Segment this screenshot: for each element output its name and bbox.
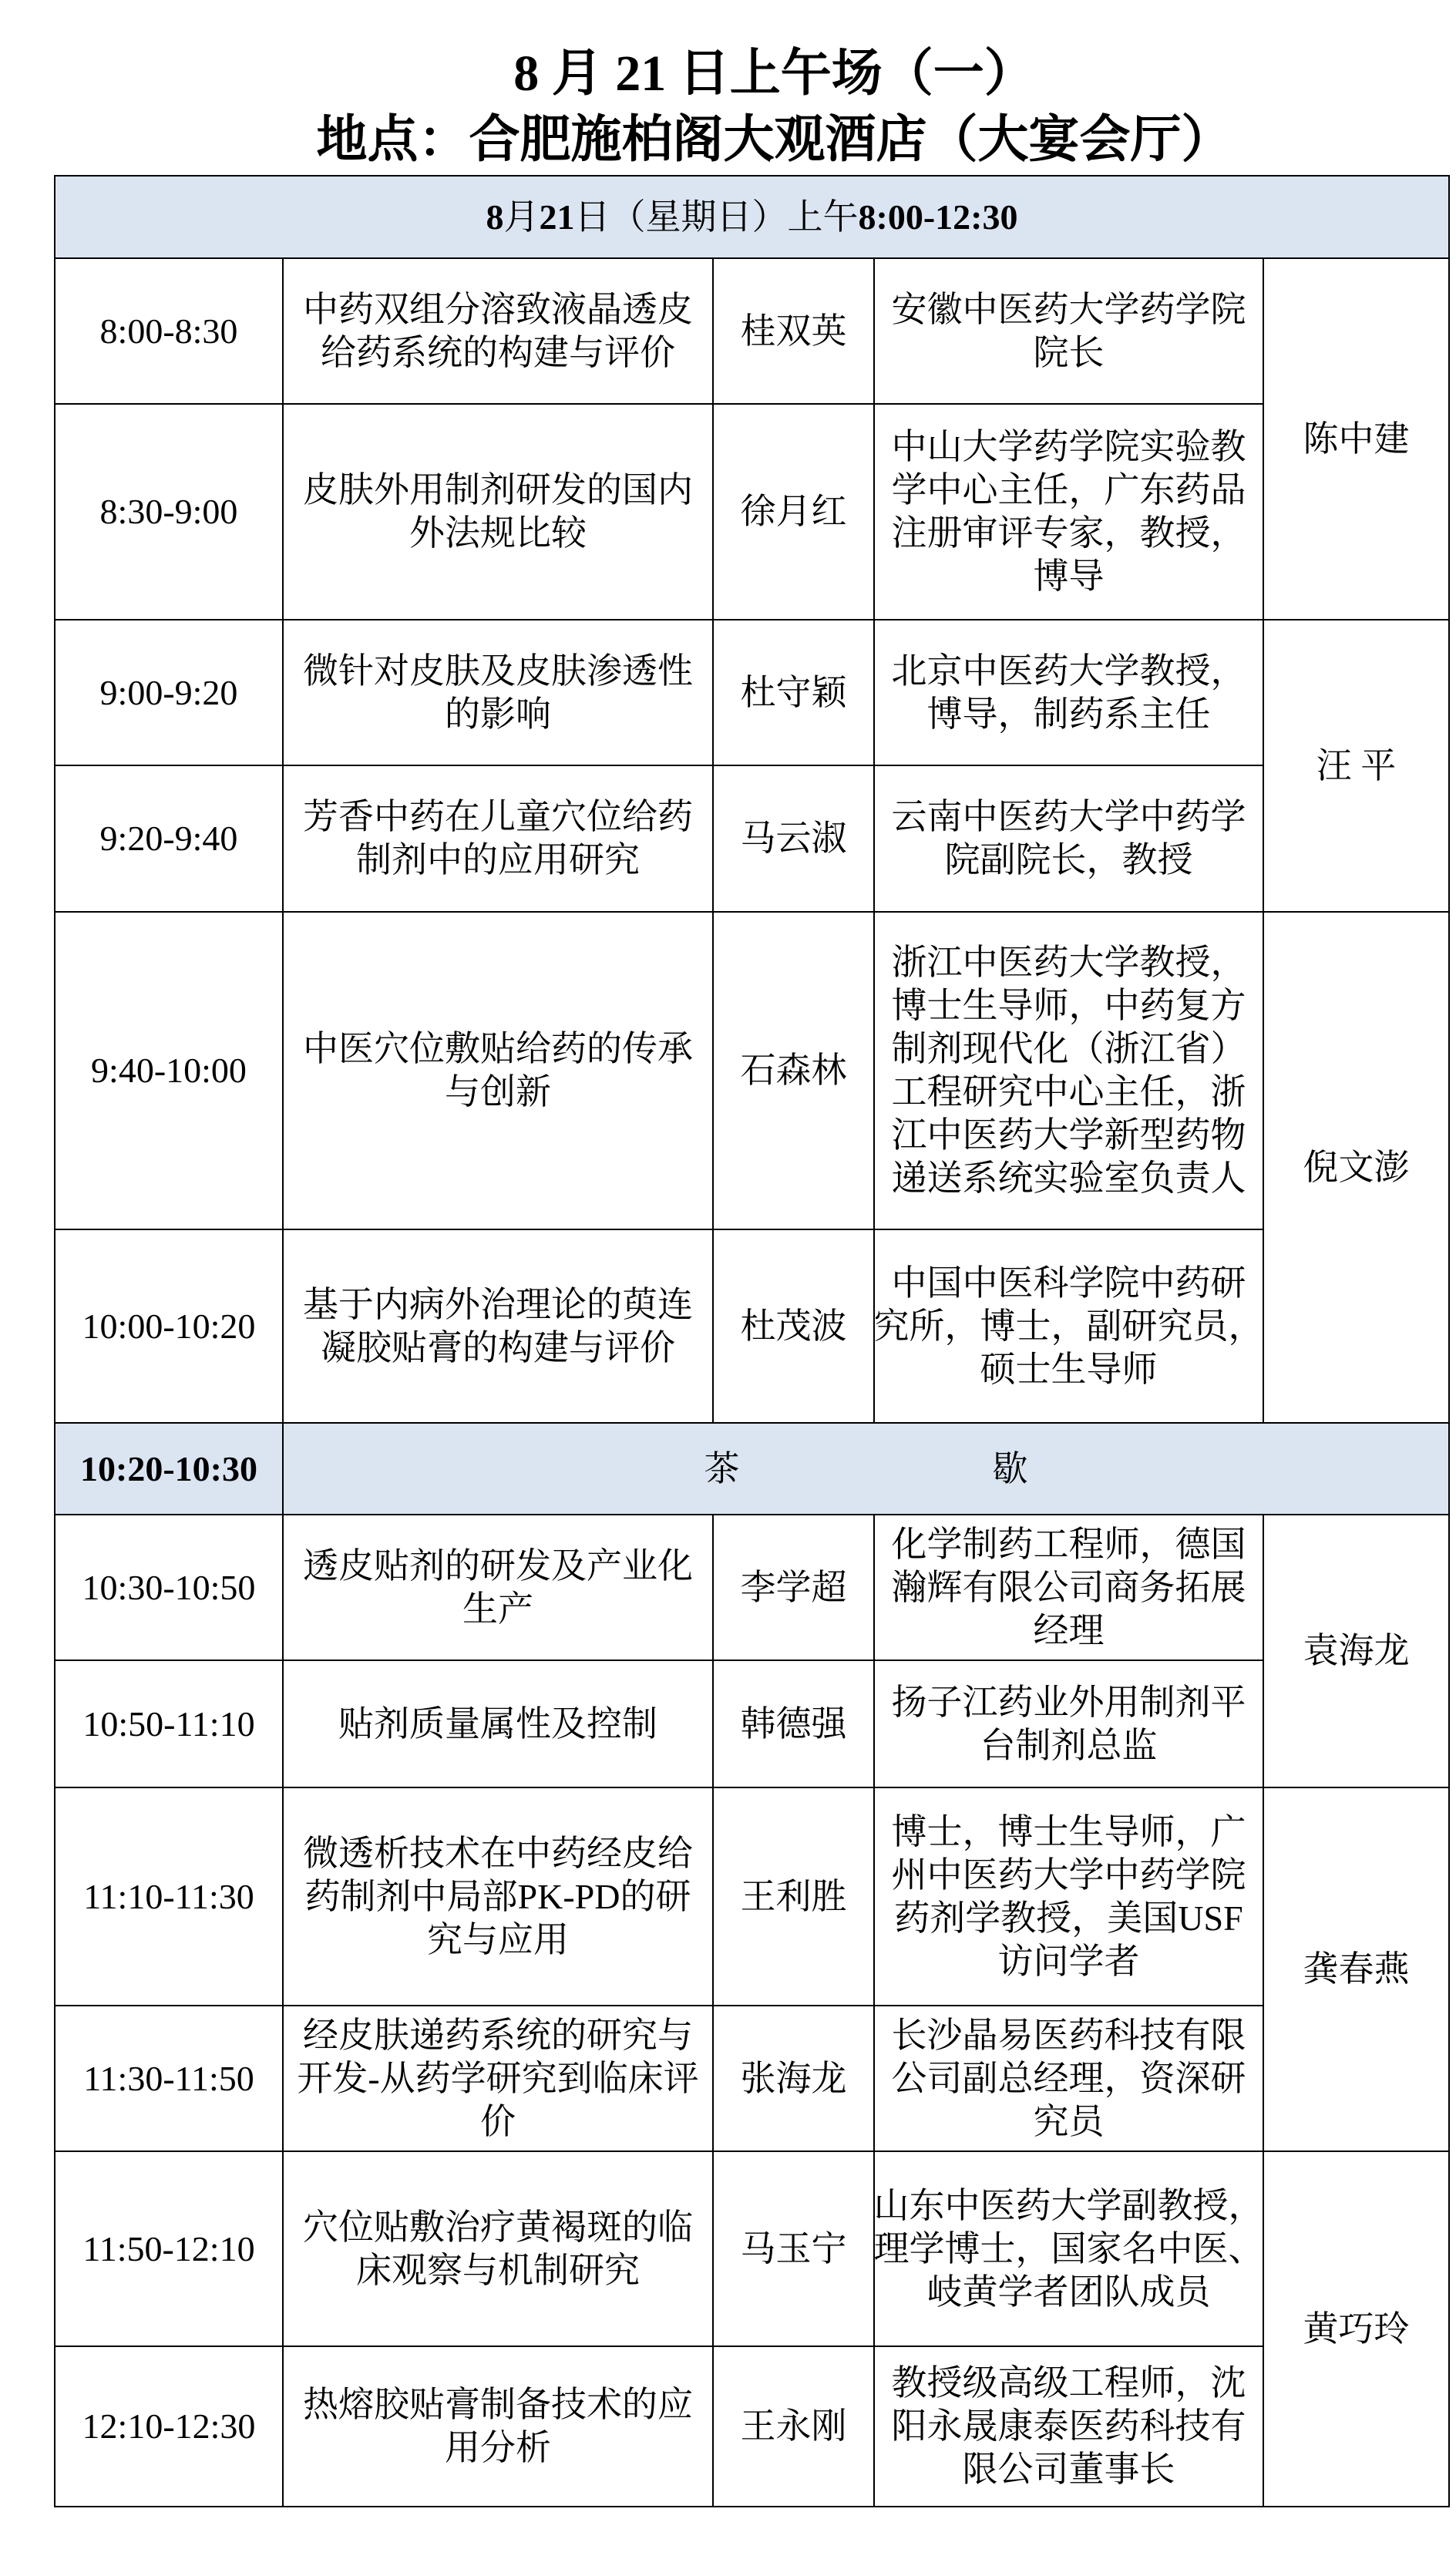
session-affiliation xyxy=(874,1515,1263,1660)
session-speaker-text: 张海龙 xyxy=(740,2058,847,2098)
header-time-range: 8:00-12:30 xyxy=(858,197,1018,237)
session-topic xyxy=(283,1229,713,1423)
session-time xyxy=(55,1787,283,2006)
session-topic-text: 中医穴位敷贴给药的传承 与创新 xyxy=(303,1029,693,1111)
session-speaker-text: 马云淑 xyxy=(740,819,847,858)
schedule-body xyxy=(55,176,1449,2507)
session-moderator-text: 黄巧玲 xyxy=(1303,2309,1410,2349)
session-affiliation-text: 山东中医药大学副教授， 理学博士，国家名中医、 岐黄学者团队成员 xyxy=(873,2185,1264,2312)
session-affiliation-text: 化学制药工程师，德国 瀚辉有限公司商务拓展 经理 xyxy=(891,1524,1246,1650)
session-affiliation-text: 中山大学药学院实验教 学中心主任，广东药品 注册审评专家，教授， 博导 xyxy=(891,427,1246,596)
session-speaker xyxy=(713,1515,874,1660)
session-topic xyxy=(283,912,713,1229)
session-moderator-text: 汪 平 xyxy=(1316,745,1397,785)
session-affiliation xyxy=(874,2006,1263,2151)
session-speaker xyxy=(713,1229,874,1423)
session-topic-text: 中药双组分溶致液晶透皮 给药系统的构建与评价 xyxy=(303,289,693,372)
page-title xyxy=(54,41,1448,173)
session-row xyxy=(55,2151,1449,2346)
header-day-number: 21 xyxy=(539,197,575,237)
tea-break-label-cell xyxy=(283,1423,1449,1515)
session-speaker-text: 王利胜 xyxy=(740,1876,847,1916)
session-affiliation xyxy=(874,1787,1263,2006)
session-speaker xyxy=(713,258,874,404)
session-speaker xyxy=(713,404,874,620)
session-time-text: 12:10-12:30 xyxy=(82,2406,256,2446)
session-affiliation-text: 博士，博士生导师，广 州中医药大学中药学院 药剂学教授，美国USF 访问学者 xyxy=(891,1811,1246,1981)
session-row xyxy=(55,2006,1449,2151)
session-topic xyxy=(283,2151,713,2346)
session-row xyxy=(55,1229,1449,1423)
session-speaker xyxy=(713,2151,874,2346)
session-speaker-text: 桂双英 xyxy=(740,311,847,351)
header-weekday: 日（星期日）上午 xyxy=(574,197,859,237)
title-venue-line: 地点：合肥施柏阁大观酒店（大宴会厅） xyxy=(316,112,1232,168)
session-moderator xyxy=(1263,620,1449,912)
session-speaker xyxy=(713,1787,874,2006)
session-time-text: 10:00-10:20 xyxy=(82,1306,256,1346)
session-topic-text: 热熔胶贴膏制备技术的应 用分析 xyxy=(303,2385,693,2467)
session-speaker-text: 徐月红 xyxy=(740,492,847,531)
session-moderator xyxy=(1263,1787,1449,2151)
session-row xyxy=(55,2346,1449,2507)
session-time xyxy=(55,1229,283,1423)
session-time-text: 11:10-11:30 xyxy=(83,1876,254,1916)
session-time-text: 8:00-8:30 xyxy=(99,311,238,351)
session-speaker xyxy=(713,765,874,912)
tea-break-row xyxy=(55,1423,1449,1515)
session-speaker-text: 杜茂波 xyxy=(740,1306,847,1346)
session-time xyxy=(55,404,283,620)
session-affiliation-text: 教授级高级工程师，沈 阳永晟康泰医药科技有 限公司董事长 xyxy=(891,2363,1246,2489)
session-moderator-text: 龚春燕 xyxy=(1303,1949,1410,1989)
session-topic-text: 透皮贴剂的研发及产业化 生产 xyxy=(303,1545,693,1629)
session-affiliation xyxy=(874,765,1263,912)
session-time-text: 9:00-9:20 xyxy=(99,672,238,712)
session-speaker xyxy=(713,2006,874,2151)
session-affiliation xyxy=(874,404,1263,620)
session-topic-text: 基于内病外治理论的萸连 凝胶贴膏的构建与评价 xyxy=(303,1284,693,1367)
session-speaker xyxy=(713,1660,874,1787)
schedule-header-row xyxy=(55,176,1449,258)
session-speaker xyxy=(713,620,874,765)
session-time xyxy=(55,1515,283,1660)
tea-break-label: 茶歇 xyxy=(704,1448,1281,1488)
session-time-text: 10:30-10:50 xyxy=(82,1567,256,1607)
header-month-number: 8 xyxy=(486,197,504,237)
session-moderator-text: 倪文澎 xyxy=(1303,1147,1410,1187)
session-affiliation-text: 安徽中医药大学药学院 院长 xyxy=(891,289,1246,372)
session-topic xyxy=(283,258,713,404)
session-topic-text: 芳香中药在儿童穴位给药 制剂中的应用研究 xyxy=(303,797,693,879)
session-time-text: 8:30-9:00 xyxy=(99,492,238,531)
session-affiliation xyxy=(874,258,1263,404)
session-topic xyxy=(283,1787,713,2006)
schedule-header-cell xyxy=(55,176,1449,258)
session-time xyxy=(55,258,283,404)
session-time xyxy=(55,2346,283,2507)
schedule-table xyxy=(54,175,1450,2507)
session-affiliation xyxy=(874,2346,1263,2507)
session-moderator-text: 袁海龙 xyxy=(1303,1631,1410,1670)
session-affiliation xyxy=(874,620,1263,765)
session-moderator xyxy=(1263,912,1449,1423)
session-speaker-text: 杜守颖 xyxy=(740,672,847,712)
session-affiliation-text: 扬子江药业外用制剂平 台制剂总监 xyxy=(891,1682,1246,1765)
session-affiliation xyxy=(874,912,1263,1229)
title-session-line: 8 月 21 日上午场（一） xyxy=(513,45,1035,102)
session-row xyxy=(55,1515,1449,1660)
session-row xyxy=(55,912,1449,1229)
session-row xyxy=(55,765,1449,912)
session-speaker-text: 石森林 xyxy=(740,1051,847,1090)
session-time xyxy=(55,2006,283,2151)
session-time xyxy=(55,1660,283,1787)
session-speaker xyxy=(713,912,874,1229)
session-time xyxy=(55,2151,283,2346)
tea-break-time xyxy=(55,1423,283,1515)
header-month-char: 月 xyxy=(503,197,540,237)
session-row xyxy=(55,1787,1449,2006)
session-topic-text: 微透析技术在中药经皮给 药制剂中局部PK-PD的研 究与应用 xyxy=(303,1833,693,1959)
session-topic-text: 微针对皮肤及皮肤渗透性 的影响 xyxy=(303,651,693,734)
session-topic xyxy=(283,1515,713,1660)
session-time xyxy=(55,765,283,912)
session-topic-text: 经皮肤递药系统的研究与 开发-从药学研究到临床评 价 xyxy=(297,2015,699,2141)
session-time xyxy=(55,912,283,1229)
session-row xyxy=(55,258,1449,404)
session-speaker xyxy=(713,2346,874,2507)
session-moderator xyxy=(1263,1515,1449,1787)
session-topic-text: 贴剂质量属性及控制 xyxy=(338,1703,657,1744)
session-affiliation-text: 浙江中医药大学教授， 博士生导师，中药复方 制剂现代化（浙江省） 工程研究中心主任，浙 江中医药大学新型药物 递送系统实验室负责人 xyxy=(891,943,1246,1198)
session-topic xyxy=(283,404,713,620)
session-topic-text: 皮肤外用制剂研发的国内 外法规比较 xyxy=(303,470,693,553)
session-affiliation xyxy=(874,1229,1263,1423)
session-speaker-text: 王永刚 xyxy=(740,2406,847,2446)
session-moderator-text: 陈中建 xyxy=(1303,419,1410,459)
session-speaker-text: 马玉宁 xyxy=(740,2228,847,2268)
session-topic xyxy=(283,620,713,765)
session-time-text: 11:30-11:50 xyxy=(83,2058,254,2098)
session-speaker-text: 韩德强 xyxy=(740,1703,847,1744)
session-affiliation-text: 北京中医药大学教授， 博导，制药系主任 xyxy=(891,651,1246,734)
session-affiliation-text: 中国中医科学院中药研 究所，博士，副研究员， 硕士生导师 xyxy=(873,1263,1264,1389)
tea-break-time-text: 10:20-10:30 xyxy=(80,1448,257,1488)
session-row xyxy=(55,404,1449,620)
session-time-text: 9:40-10:00 xyxy=(91,1051,247,1090)
session-time-text: 11:50-12:10 xyxy=(82,2228,255,2268)
session-topic xyxy=(283,2346,713,2507)
schedule-header-text xyxy=(55,196,1448,239)
session-affiliation-text: 云南中医药大学中药学 院副院长，教授 xyxy=(891,797,1246,879)
session-moderator xyxy=(1263,2151,1449,2507)
session-topic xyxy=(283,765,713,912)
session-speaker-text: 李学超 xyxy=(740,1567,847,1607)
session-affiliation xyxy=(874,1660,1263,1787)
session-row xyxy=(55,620,1449,765)
session-affiliation-text: 长沙晶易医药科技有限 公司副总经理，资深研 究员 xyxy=(891,2015,1246,2141)
session-topic xyxy=(283,2006,713,2151)
session-time-text: 10:50-11:10 xyxy=(82,1703,255,1744)
session-moderator xyxy=(1263,258,1449,620)
session-row xyxy=(55,1660,1449,1787)
session-time-text: 9:20-9:40 xyxy=(99,819,238,858)
session-topic-text: 穴位贴敷治疗黄褐斑的临 床观察与机制研究 xyxy=(303,2207,693,2290)
session-time xyxy=(55,620,283,765)
session-affiliation xyxy=(874,2151,1263,2346)
session-topic xyxy=(283,1660,713,1787)
